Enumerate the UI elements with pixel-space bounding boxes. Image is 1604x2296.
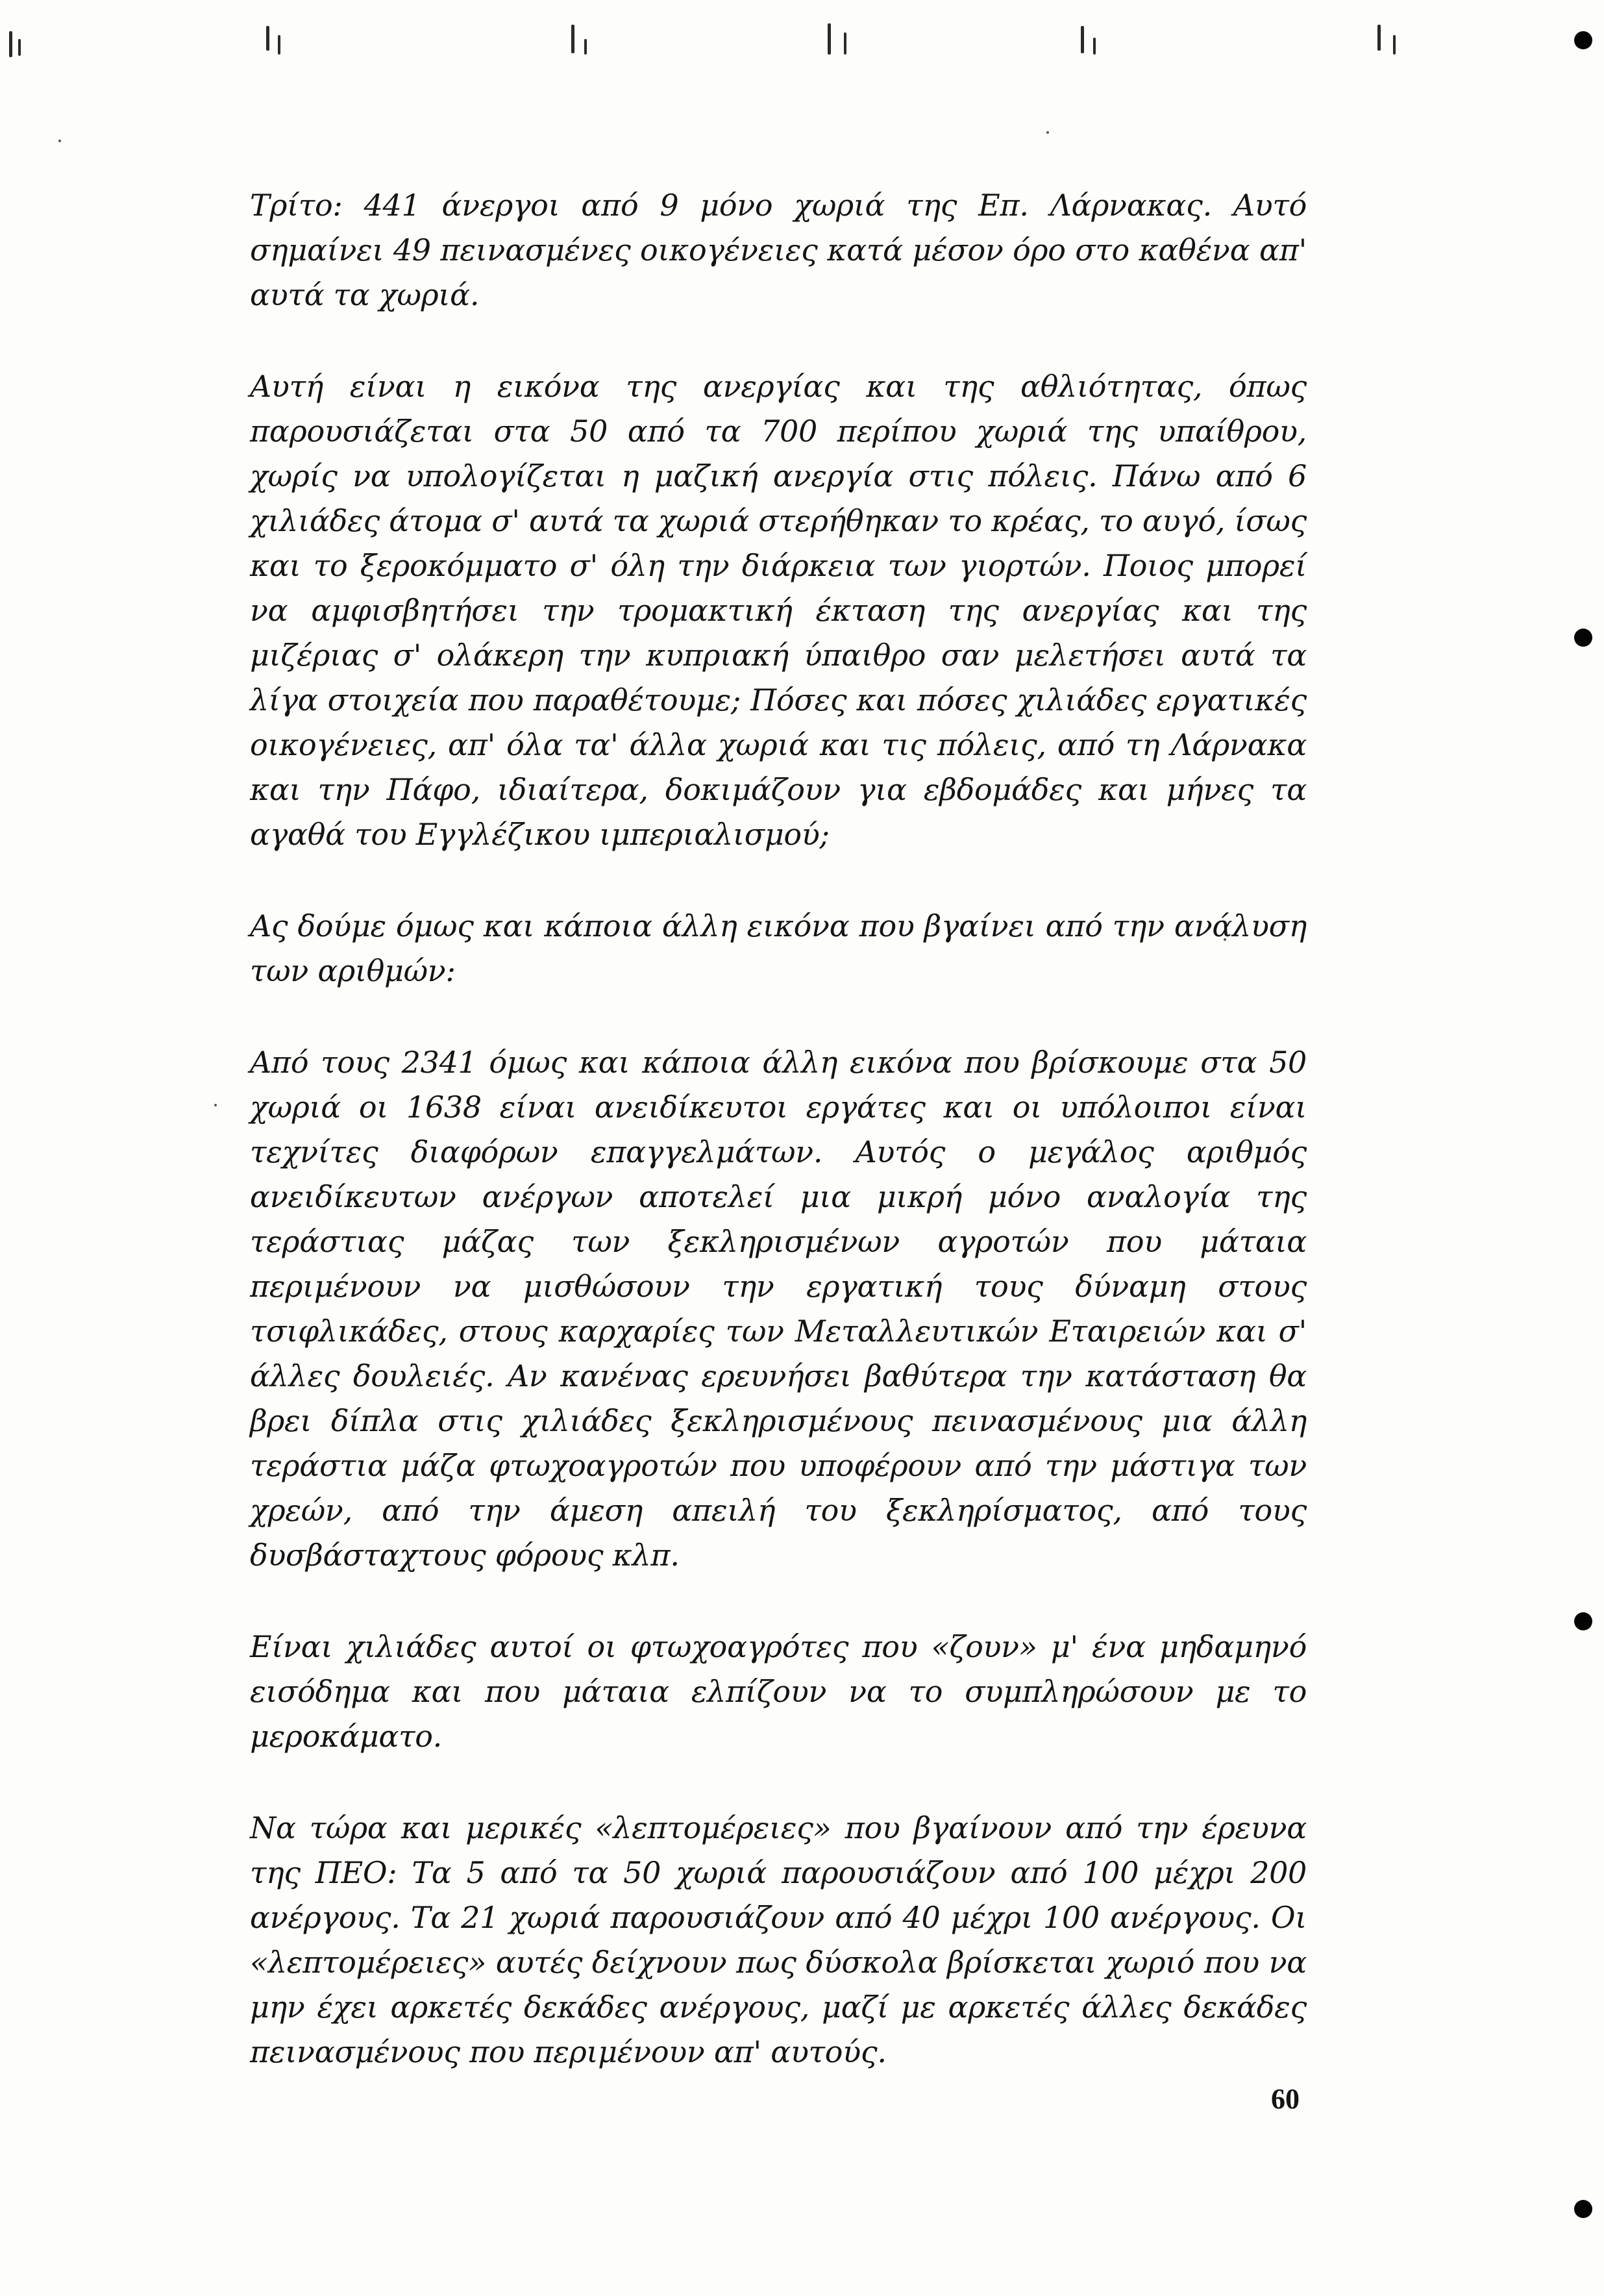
scan-speck (1046, 131, 1049, 134)
paragraph: Να τώρα και μερικές «λεπτομέρειες» που βγαίνουν από την έρευνα της ΠΕΟ: Τα 5 από τα 50 χωριά παρουσιάζουν από 100 μέχρι 200 ανέργους. Τα 21 χωριά παρουσιάζουν από 40 μέχρι 100 ανέργους. Οι «λεπτομέρειες» αυτές δείχνουν πως δύσκολα βρίσκεται χωριό που να μην έχει αρκετές δεκάδες ανέργους, μαζί με αρκετές άλλες δεκάδες πεινασμένους που περιμένουν απ' αυτούς. (250, 1810, 1307, 2069)
paragraph: Ας δούμε όμως και κάποια άλλη εικόνα που βγαίνει από την ανάλυση των αριθμών: (250, 908, 1307, 988)
paragraph: Αυτή είναι η εικόνα της ανεργίας και της αθλιότητας, όπως παρουσιάζεται στα 50 από τα 700 περίπου χωριά της υπαίθρου, χωρίς να υπολογίζεται η μαζική ανεργία στις πόλεις. Πάνω από 6 χιλιάδες άτομα σ' αυτά τα χωριά στερήθηκαν το κρέας, το αυγό, ίσως και το ξεροκόμματο σ' όλη την διάρκεια των γιορτών. Ποιος μπορεί να αμφισβητήσει την τρομακτική έκταση της ανεργίας και της μιζέριας σ' ολάκερη την κυπριακή ύπαιθρο σαν μελετήσει αυτά τα λίγα στοιχεία που παραθέτουμε; Πόσες και πόσες χιλιάδες εργατικές οικογένειες, απ' όλα τα' άλλα χωριά και τις πόλεις, από τη Λάρνακα και την Πάφο, ιδιαίτερα, δοκιμάζουν για εβδομάδες και μήνες τα αγαθά του Εγγλέζικου ιμπεριαλισμού; (250, 369, 1307, 852)
paragraph: Από τους 2341 όμως και κάποια άλλη εικόνα που βρίσκουμε στα 50 χωριά οι 1638 είναι ανειδίκευτοι εργάτες και οι υπόλοιποι είναι τεχνίτες διαφόρων επαγγελμάτων. Αυτός ο μεγάλος αριθμός ανειδίκευτων ανέργων αποτελεί μια μικρή μόνο αναλογία της τεράστιας μάζας των ξεκληρισμένων αγροτών που μάταια περιμένουν να μισθώσουν την εργατική τους δύναμη στους τσιφλικάδες, στους καρχαρίες των Μεταλλευτικών Εταιρειών και σ' άλλες δουλειές. Αν κανένας ερευνήσει βαθύτερα την κατάσταση θα βρει δίπλα στις χιλιάδες ξεκληρισμένους πεινασμένους μια άλλη τεράστια μάζα φτωχοαγροτών που υποφέρουν από την μάστιγα των χρεών, από την άμεση απειλή του ξεκληρίσματος, από τους δυσβάσταχτους φόρους κλπ. (250, 1045, 1307, 1573)
binder-hole (1574, 2200, 1592, 2218)
scan-artifacts-top (0, 19, 1604, 78)
scan-speck (214, 1104, 217, 1106)
scan-speck (58, 140, 61, 142)
body-text (250, 183, 1307, 2121)
paragraph: Είναι χιλιάδες αυτοί οι φτωχοαγρότες που «ζουν» μ' ένα μηδαμηνό εισόδημα και που μάταια ελπίζουν να το συμπληρώσουν με το μεροκάματο. (250, 1629, 1307, 1754)
binder-hole (1574, 31, 1592, 49)
paragraph: Τρίτο: 441 άνεργοι από 9 μόνο χωριά της Επ. Λάρνακας. Αυτό σημαίνει 49 πεινασμένες οικογένειες κατά μέσον όρο στο καθένα απ' αυτά τα χωριά. (250, 188, 1307, 312)
binder-hole (1574, 1612, 1592, 1630)
binder-hole (1574, 629, 1592, 647)
page-number: 60 (1271, 2083, 1300, 2115)
